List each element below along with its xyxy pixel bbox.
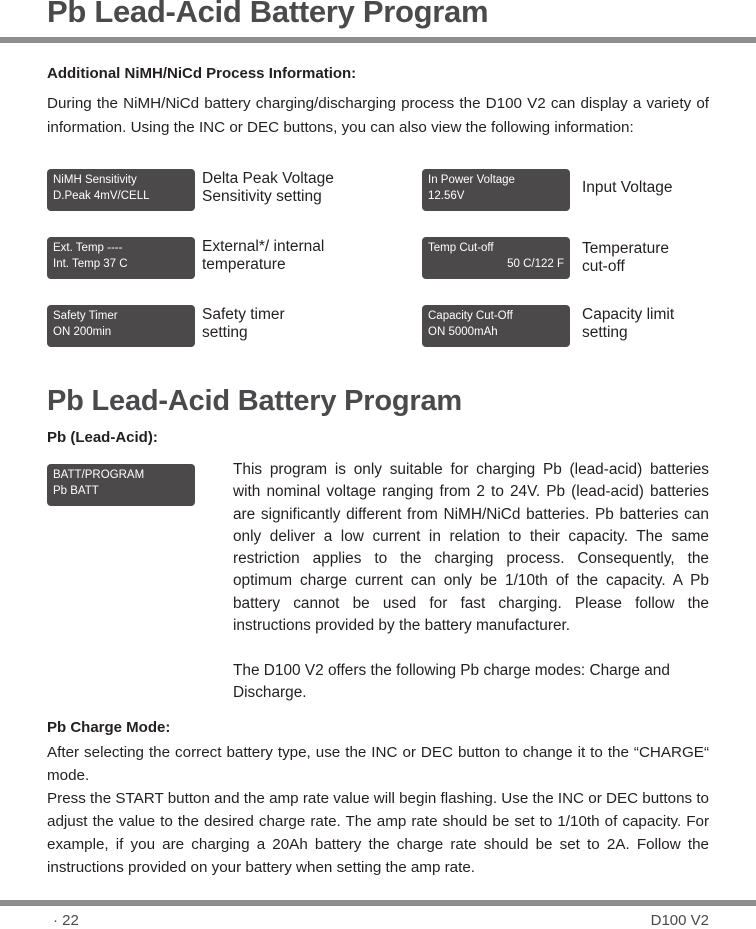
display-description: Delta Peak Voltage Sensitivity setting bbox=[202, 170, 334, 205]
lcd-display-temperature bbox=[47, 237, 195, 279]
model-name: D100 V2 bbox=[650, 912, 709, 929]
lcd-line-1: Capacity Cut-Off bbox=[428, 310, 513, 322]
lcd-line-1: BATT/PROGRAM bbox=[53, 469, 145, 481]
lcd-line-2: D.Peak 4mV/CELL bbox=[53, 190, 150, 202]
display-description: Capacity limit setting bbox=[582, 306, 675, 341]
charge-mode-paragraph-1: After selecting the correct battery type, use the INC or DEC button to change it to the “CHARGE“ mode. bbox=[47, 744, 709, 784]
lcd-line-2: Pb BATT bbox=[53, 485, 99, 497]
page-number: · 22 bbox=[53, 912, 79, 929]
lcd-line-1: Safety Timer bbox=[53, 310, 118, 322]
header-divider bbox=[0, 37, 756, 43]
lcd-line-2: ON 5000mAh bbox=[428, 326, 498, 338]
section-title: Pb Lead-Acid Battery Program bbox=[47, 385, 462, 417]
footer-divider bbox=[0, 900, 756, 906]
lcd-display-safety-timer bbox=[47, 305, 195, 347]
lcd-line-1: Temp Cut-off bbox=[428, 242, 494, 254]
page-header-title: Pb Lead-Acid Battery Program bbox=[47, 0, 489, 29]
pb-description: This program is only suitable for charging Pb (lead-acid) batteries with nominal voltage ranging from 2 to 24V. Pb (lead-acid) batteries are significantly different from NiMH/NiCd batteries. Pb batteries can only deliver a low current in relation to their capacity. The same restriction applies to the charging process. Consequently, the optimum charge current can only be 1/10th of the capacity. A Pb battery cannot be used for fast charging. Please follow the instructions provided by the battery manufacturer. bbox=[233, 461, 709, 635]
display-description: Temperature cut-off bbox=[582, 240, 670, 275]
lcd-line-1: Ext. Temp ---- bbox=[53, 242, 123, 254]
lcd-line-2: ON 200min bbox=[53, 326, 112, 338]
lcd-line-1: In Power Voltage bbox=[428, 174, 515, 186]
lcd-display-temp-cutoff bbox=[422, 237, 570, 279]
pb-charge-modes: The D100 V2 offers the following Pb charge modes: Charge and Discharge. bbox=[233, 662, 670, 702]
display-description: Safety timer setting bbox=[202, 306, 285, 341]
lcd-line-2: Int. Temp 37 C bbox=[53, 258, 128, 270]
lcd-display-batt-program bbox=[47, 464, 195, 506]
lcd-display-input-voltage bbox=[422, 169, 570, 211]
lcd-display-capacity-cutoff bbox=[422, 305, 570, 347]
charge-mode-paragraph-2: Press the START button and the amp rate value will begin flashing. Use the INC or DEC buttons to adjust the value to the desired charge rate. The amp rate should be set to 1/10th of capacity. For example, if you are charging a 20Ah battery the charge rate should be set to 2A. Follow the instructions provided on your battery when setting the amp rate. bbox=[47, 790, 709, 876]
pb-subheading: Pb (Lead-Acid): bbox=[47, 429, 158, 446]
display-description: Input Voltage bbox=[582, 179, 673, 196]
lcd-line-2: 12.56V bbox=[428, 190, 465, 202]
nimh-info-intro: During the NiMH/NiCd battery charging/discharging process the D100 V2 can display a variety of information. Using the INC or DEC buttons, you can also view the following information: bbox=[47, 95, 709, 136]
lcd-line-2: 50 C/122 F bbox=[507, 258, 564, 270]
nimh-info-heading: Additional NiMH/NiCd Process Information: bbox=[47, 65, 357, 82]
lcd-display-nimh-sensitivity bbox=[47, 169, 195, 211]
charge-mode-heading: Pb Charge Mode: bbox=[47, 719, 171, 736]
lcd-line-1: NiMH Sensitivity bbox=[53, 174, 137, 186]
display-description: External*/ internal temperature bbox=[202, 238, 325, 273]
